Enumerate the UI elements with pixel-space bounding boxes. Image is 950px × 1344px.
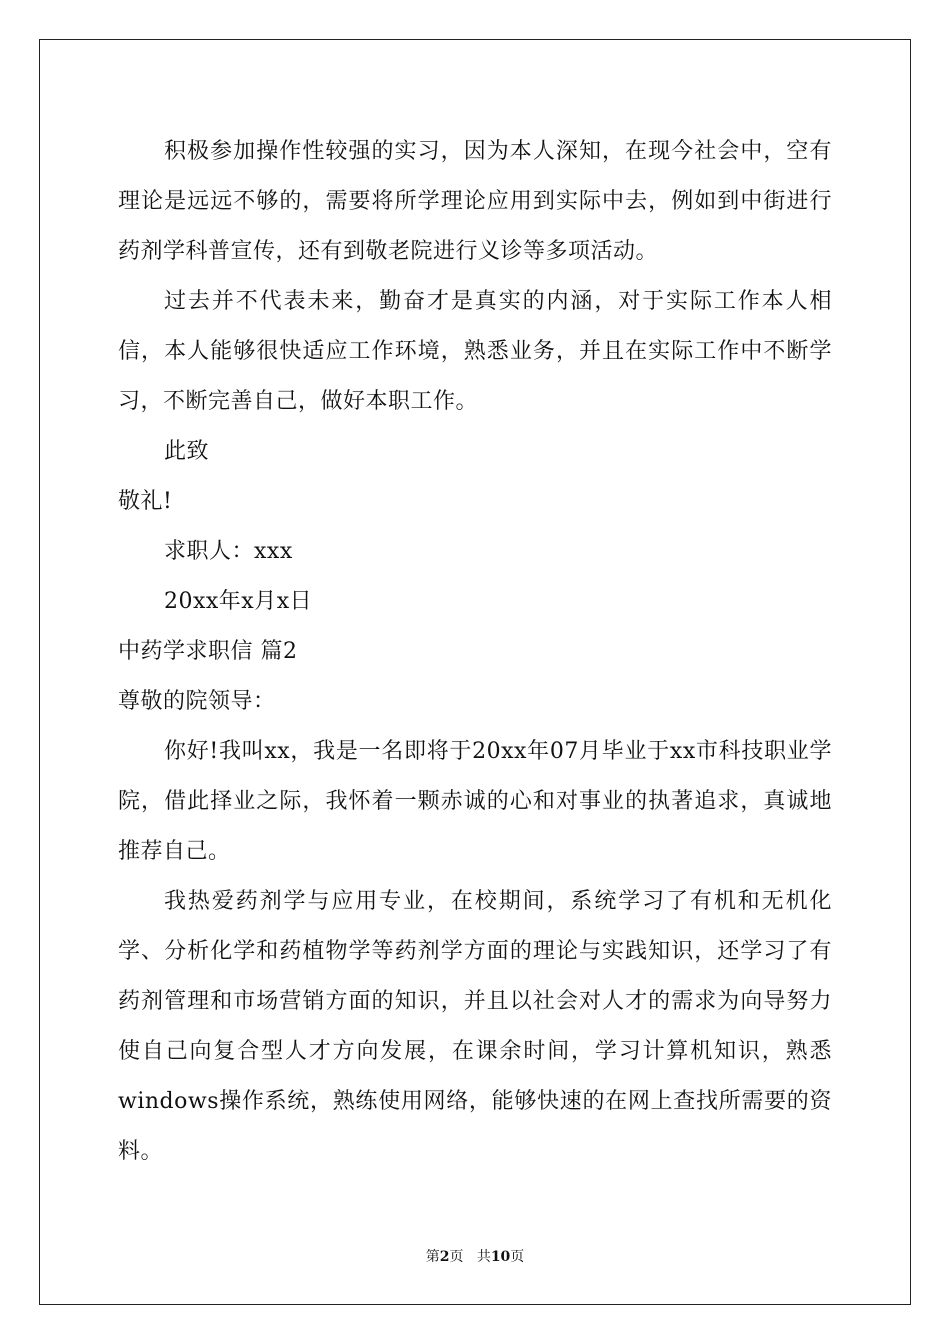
closing-regards: 敬礼! (118, 489, 173, 514)
paragraph-introduction: 你好!我叫xx，我是一名即将于20xx年07月毕业于xx市科技职业学院，借此择业之际，我怀着一颗赤诚的心和对事业的执著追求，真诚地推荐自己。 (118, 739, 832, 864)
letter-greeting: 尊敬的院领导： (118, 689, 276, 714)
paragraph-studies: 我热爱药剂学与应用专业，在校期间，系统学习了有机和无机化学、分析化学和药植物学等药剂学方面的理论与实践知识，还学习了有药剂管理和市场营销方面的知识，并且以社会对人才的需求为向导努力使自己向复合型人才方向发展，在课余时间，学习计算机知识，熟悉windows操作系统，熟练使用网络，能够快速的在网上查找所需要的资料。 (118, 889, 832, 1164)
total-prefix: 共 (476, 1249, 491, 1265)
closing-salutation: 此致 (164, 439, 210, 464)
letter-date: 20xx年x月x日 (164, 589, 313, 614)
document-body (118, 127, 832, 1177)
section-heading: 中药学求职信 篇2 (118, 639, 298, 664)
page-footer (0, 1247, 950, 1267)
page-number: 2 (439, 1249, 450, 1265)
paragraph-internship: 积极参加操作性较强的实习，因为本人深知，在现今社会中，空有理论是远远不够的，需要将所学理论应用到实际中去，例如到中街进行药剂学科普宣传，还有到敬老院进行义诊等多项活动。 (118, 139, 832, 264)
page-suffix: 页 (449, 1249, 464, 1265)
total-suffix: 页 (510, 1249, 525, 1265)
total-pages: 10 (490, 1249, 511, 1265)
paragraph-future: 过去并不代表未来，勤奋才是真实的内涵，对于实际工作本人相信，本人能够很快适应工作环境，熟悉业务，并且在实际工作中不断学习，不断完善自己，做好本职工作。 (118, 289, 832, 414)
applicant-signature: 求职人：xxx (164, 539, 293, 564)
page-prefix: 第 (425, 1249, 440, 1265)
